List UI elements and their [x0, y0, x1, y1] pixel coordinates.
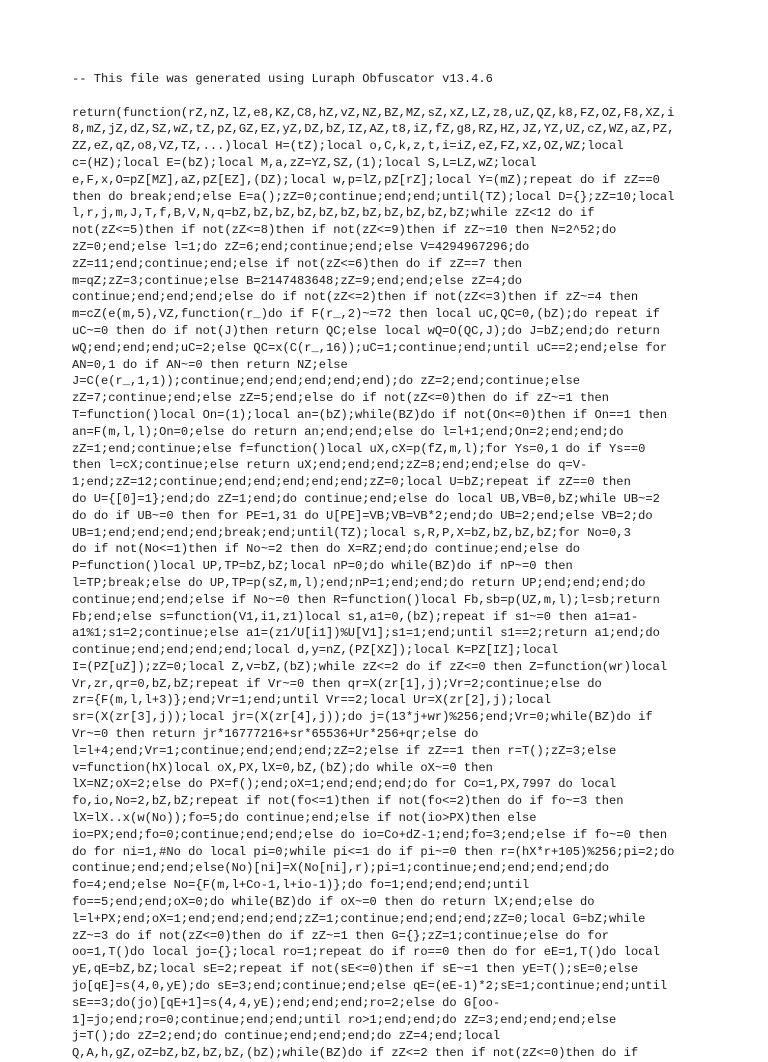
code-line: UB=1;end;end;end;end;break;end;until(TZ);local s,R,P,X=bZ,bZ,bZ,bZ;for No=0,3	[72, 525, 631, 540]
code-line: continue;end;end;else(No)[ni]=X(No[ni],r);pi=1;continue;end;end;end;end;do	[72, 861, 610, 876]
code-line: sr=(X(zr[3],j));local jr=(X(zr[4],j));do j=(13*j+wr)%256;end;Vr=0;while(BZ)do if	[72, 710, 653, 725]
code-line: Q,A,h,gZ,oZ=bZ,bZ,bZ,bZ,(bZ);while(BZ)do if zZ<=2 then if not(zZ<=0)then do if	[72, 1046, 639, 1061]
code-line: continue;end;end;end;end;local d,y=nZ,(PZ[XZ]);local K=PZ[IZ];local	[72, 643, 559, 658]
code-line: yE,qE=bZ,bZ;local sE=2;repeat if not(sE<=0)then if sE~=1 then yE=T();sE=0;else	[72, 962, 639, 977]
code-line: l,r,j,m,J,T,f,B,V,N,q=bZ,bZ,bZ,bZ,bZ,bZ,bZ,bZ,bZ,bZ,bZ;while zZ<12 do if	[72, 206, 595, 221]
code-line: zZ=7;continue;end;else zZ=5;end;else do if not(zZ<=0)then do if zZ~=1 then	[72, 391, 610, 406]
code-line: l=TP;break;else do UP,TP=p(sZ,m,l);end;nP=1;end;end;do return UP;end;end;end;do	[72, 575, 646, 590]
code-line: a1%1;s1=2;continue;else a1=(z1/U[i1])%U[V1];s1=1;end;until s1==2;return a1;end;do	[72, 626, 660, 641]
code-line: lX=lX..x(w(No));fo=5;do continue;end;else if not(io>PX)then else	[72, 811, 537, 826]
code-line: e,F,x,O=pZ[MZ],aZ,pZ[EZ],(DZ);local w,p=lZ,pZ[rZ];local Y=(mZ);repeat do if zZ==0	[72, 172, 660, 187]
code-line: 8,mZ,jZ,dZ,SZ,wZ,tZ,pZ,GZ,EZ,yZ,DZ,bZ,IZ,AZ,t8,iZ,fZ,g8,RZ,HZ,JZ,YZ,UZ,cZ,WZ,aZ,PZ,	[72, 122, 675, 137]
file-header-comment: -- This file was generated using Luraph Obfuscator v13.4.6	[72, 72, 493, 86]
code-line: zZ=11;end;continue;end;else if not(zZ<=6)then do if zZ==7 then	[72, 256, 522, 271]
code-line: 1;end;zZ=12;continue;end;end;end;end;end;zZ=0;local U=bZ;repeat if zZ==0 then	[72, 475, 631, 490]
code-line: return(function(rZ,nZ,lZ,e8,KZ,C8,hZ,vZ,NZ,BZ,MZ,sZ,xZ,LZ,z8,uZ,QZ,k8,FZ,OZ,F8,XZ,i	[72, 105, 675, 120]
code-line: J=C(e(r_,1,1));continue;end;end;end;end;end);do zZ=2;end;continue;else	[72, 374, 581, 389]
code-line: Vr~=0 then return jr*16777216+sr*65536+Ur*256+qr;else do	[72, 727, 479, 742]
code-line: ZZ,eZ,qZ,o8,VZ,TZ,...)local H=(tZ);local o,C,k,z,t,i=iZ,eZ,FZ,xZ,OZ,WZ;local	[72, 139, 624, 154]
code-line: not(zZ<=5)then if not(zZ<=8)then if not(zZ<=9)then if zZ~=10 then N=2^52;do	[72, 223, 617, 238]
code-line: fo==5;end;end;oX=0;do while(BZ)do if oX~=0 then do return lX;end;else do	[72, 895, 595, 910]
code-line: m=cZ(e(m,5),VZ,function(r_)do if F(r_,2)~=72 then local uC,QC=0,(bZ);do repeat if	[72, 307, 660, 322]
code-line: Fb;end;else s=function(V1,i1,z1)local s1,a1=0,(bZ);repeat if s1~=0 then a1=a1-	[72, 609, 639, 624]
document-page	[72, 71, 700, 1062]
code-line: sE==3;do(jo)[qE+1]=s(4,4,yE);end;end;end;ro=2;else do G[oo-	[72, 995, 501, 1010]
code-line: continue;end;end;end;else do if not(zZ<=2)then if not(zZ<=3)then if zZ~=4 then	[72, 290, 639, 305]
code-line: wQ;end;end;end;uC=2;else QC=x(C(r_,16));uC=1;continue;end;until uC==2;end;else for	[72, 340, 668, 355]
code-line: do if not(No<=1)then if No~=2 then do X=RZ;end;do continue;end;else do	[72, 542, 581, 557]
code-line: fo,io,No=2,bZ,bZ;repeat if not(fo<=1)then if not(fo<=2)then do if fo~=3 then	[72, 794, 624, 809]
code-line: m=qZ;zZ=3;continue;else B=2147483648;zZ=9;end;end;else zZ=4;do	[72, 273, 522, 288]
code-line: an=F(m,l,l);On=0;else do return an;end;end;else do l=l+1;end;On=2;end;end;do	[72, 424, 624, 439]
code-line: oo=1,T()do local jo={};local ro=1;repeat do if ro==0 then do for eE=1,T()do local	[72, 945, 660, 960]
code-line: lX=NZ;oX=2;else do PX=f();end;oX=1;end;end;end;do for Co=1,PX,7997 do local	[72, 777, 617, 792]
code-line: zZ~=3 do if not(zZ<=0)then do if zZ~=1 then G={};zZ=1;continue;else do for	[72, 928, 610, 943]
code-line: then do break;end;else E=a();zZ=0;continue;end;end;until(TZ);local D={};zZ=10;local	[72, 189, 675, 204]
code-line: T=function()local On=(1);local an=(bZ);while(BZ)do if not(On<=0)then if On==1 then	[72, 407, 668, 422]
code-line: do do if UB~=0 then for PE=1,31 do U[PE]=VB;VB=VB*2;end;do UB=2;end;else VB=2;do	[72, 508, 653, 523]
code-line: continue;end;end;else if No~=0 then R=function()local Fb,sb=p(UZ,m,l);l=sb;return	[72, 592, 660, 607]
code-line: uC~=0 then do if not(J)then return QC;else local wQ=O(QC,J);do J=bZ;end;do return	[72, 323, 660, 338]
code-line: AN=0,1 do if AN~=0 then return NZ;else	[72, 357, 348, 372]
code-line: jo[qE]=s(4,0,yE);do sE=3;end;continue;end;else qE=(eE-1)*2;sE=1;continue;end;until	[72, 979, 668, 994]
code-line: P=function()local UP,TP=bZ,bZ;local nP=0;do while(BZ)do if nP~=0 then	[72, 559, 573, 574]
code-line: l=l+PX;end;oX=1;end;end;end;end;zZ=1;continue;end;end;end;zZ=0;local G=bZ;while	[72, 911, 646, 926]
code-line: c=(HZ);local E=(bZ);local M,a,zZ=YZ,SZ,(1);local S,L=LZ,wZ;local	[72, 155, 537, 170]
code-line: do U={[0]=1};end;do zZ=1;end;do continue;end;else do local UB,VB=0,bZ;while UB~=2	[72, 491, 660, 506]
code-line: do for ni=1,#No do local pi=0;while pi<=1 do if pi~=0 then r=(hX*r+105)%256;pi=2;do	[72, 844, 675, 859]
code-line: j=T();do zZ=2;end;do continue;end;end;end;do zZ=4;end;local	[72, 1029, 501, 1044]
code-line: Vr,zr,qr=0,bZ,bZ;repeat if Vr~=0 then qr=X(zr[1],j);Vr=2;continue;else do	[72, 676, 602, 691]
code-line: zZ=1;end;continue;else f=function()local uX,cX=p(fZ,m,l);for Ys=0,1 do if Ys==0	[72, 441, 646, 456]
code-line: zr={F(m,l,l+3)};end;Vr=1;end;until Vr==2;local Ur=X(zr[2],j);local	[72, 693, 551, 708]
code-line: 1]=jo;end;ro=0;continue;end;end;until ro>1;end;end;do zZ=3;end;end;end;else	[72, 1012, 617, 1027]
code-block	[72, 105, 700, 1062]
code-line: zZ=0;end;else l=1;do zZ=6;end;continue;end;else V=4294967296;do	[72, 239, 530, 254]
code-line: I=(PZ[uZ]);zZ=0;local Z,v=bZ,(bZ);while zZ<=2 do if zZ<=0 then Z=function(wr)local	[72, 659, 668, 674]
code-line: l=l+4;end;Vr=1;continue;end;end;end;zZ=2;else if zZ==1 then r=T();zZ=3;else	[72, 743, 617, 758]
code-line: fo=4;end;else No={F(m,l+Co-1,l+io-1)};do fo=1;end;end;end;until	[72, 878, 530, 893]
code-line: then l=cX;continue;else return uX;end;end;end;zZ=8;end;end;else do q=V-	[72, 458, 588, 473]
code-line: v=function(hX)local oX,PX,lX=0,bZ,(bZ);do while oX~=0 then	[72, 760, 493, 775]
code-line: io=PX;end;fo=0;continue;end;end;else do io=Co+dZ-1;end;fo=3;end;else if fo~=0 then	[72, 827, 668, 842]
